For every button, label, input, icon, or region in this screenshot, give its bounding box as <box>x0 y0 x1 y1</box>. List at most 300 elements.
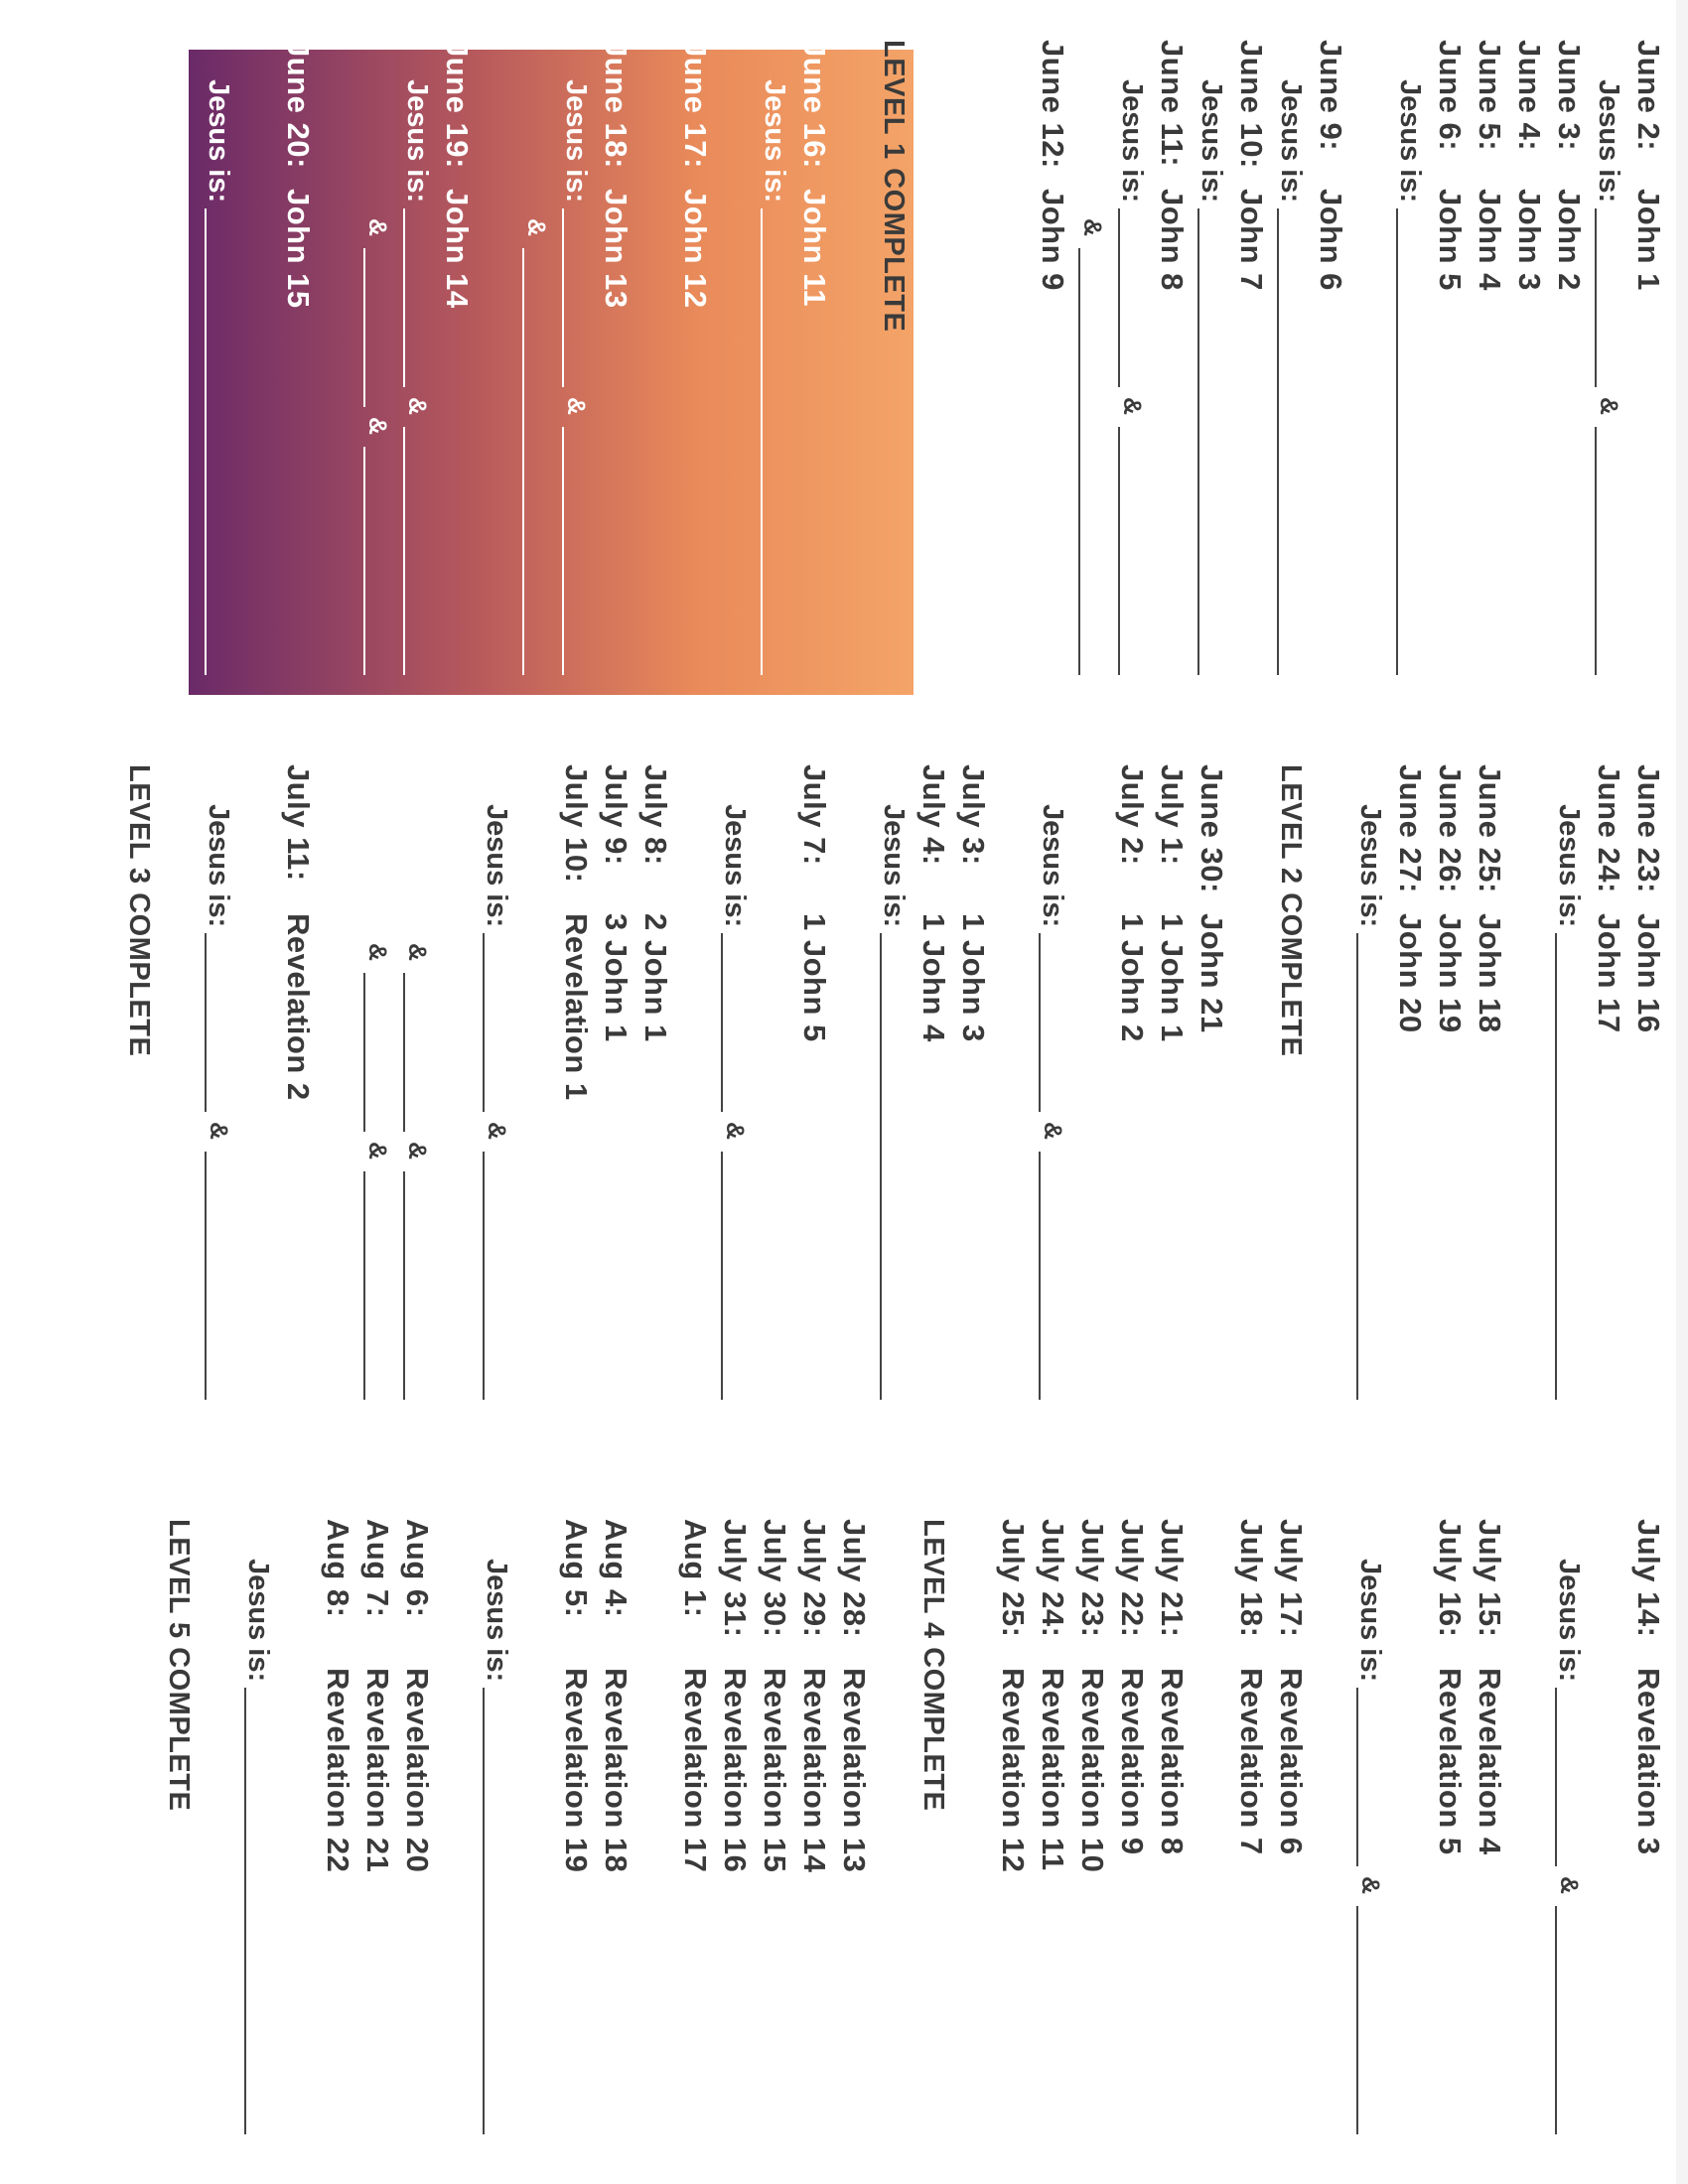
reading-row <box>1033 40 1072 695</box>
reading-passage: Revelation 8 <box>1155 1668 1190 1855</box>
reading-date: July 25: <box>996 1519 1031 1638</box>
reading-row <box>1549 40 1589 695</box>
reading-row <box>1628 40 1668 695</box>
jesus-is-row <box>1033 764 1072 1420</box>
spacer <box>1350 40 1390 695</box>
level-complete-label <box>914 1519 953 2154</box>
reading-line <box>318 1519 357 2154</box>
reading-line <box>794 40 834 695</box>
jesus-is-label: Jesus is: <box>1275 79 1307 204</box>
reading-passage: John 8 <box>1155 189 1190 291</box>
reading-date: June 11: <box>1155 40 1190 168</box>
reading-passage: Revelation 11 <box>1036 1668 1070 1871</box>
level-complete-text: LEVEL 2 COMPLETE <box>1275 764 1307 1057</box>
answer-blank[interactable] <box>1277 208 1279 675</box>
reading-row <box>1628 764 1668 1420</box>
spacer <box>1390 1519 1430 2154</box>
reading-date: June 17: <box>678 40 713 169</box>
reading-passage: Revelation 1 <box>559 913 594 1101</box>
reading-date: July 23: <box>1075 1519 1110 1638</box>
jesus-is-row <box>1589 40 1628 695</box>
ampersand: & <box>1595 397 1622 416</box>
reading-date: June 9: <box>1314 40 1348 152</box>
answer-blank[interactable] <box>1555 933 1557 1400</box>
reading-row <box>953 764 993 1420</box>
reading-line <box>1470 1519 1509 2154</box>
ampersand: & <box>363 218 391 237</box>
reading-row <box>1430 1519 1470 2154</box>
answer-blank[interactable] <box>1356 1688 1358 1866</box>
spacer <box>874 1519 914 2154</box>
answer-blank[interactable] <box>244 1688 246 2134</box>
reading-date: June 24: <box>1592 764 1626 893</box>
jesus-is-label: Jesus is: <box>719 804 751 928</box>
reading-date: July 11: <box>281 764 316 882</box>
jesus-is-label: Jesus is: <box>1394 79 1426 204</box>
reading-row <box>1231 40 1271 695</box>
reading-line <box>1628 1519 1668 2154</box>
reading-line <box>1430 1519 1470 2154</box>
reading-row <box>318 1519 357 2154</box>
answer-blank[interactable] <box>205 208 207 675</box>
ampersand-row <box>357 764 397 1420</box>
jesus-is-row <box>1350 764 1390 1420</box>
spacer <box>993 764 1033 1420</box>
reading-date: June 16: <box>797 40 832 169</box>
reading-line <box>1628 40 1668 695</box>
reading-passage: John 16 <box>1631 913 1666 1033</box>
jesus-is-row <box>477 1519 516 2154</box>
reading-row <box>1390 764 1430 1420</box>
reading-row <box>675 1519 715 2154</box>
reading-date: July 15: <box>1473 1519 1507 1638</box>
reading-passage: John 6 <box>1314 189 1348 291</box>
reading-row <box>1271 1519 1311 2154</box>
answer-blank[interactable] <box>1118 427 1120 675</box>
spacer <box>635 40 675 695</box>
reading-row <box>675 40 715 695</box>
reading-date: July 14: <box>1631 1519 1666 1638</box>
jesus-is-label: Jesus is: <box>957 79 989 204</box>
answer-blank[interactable] <box>880 933 882 1400</box>
jesus-is-label: Jesus is: <box>560 79 592 204</box>
reading-passage: 2 John 1 <box>638 913 673 1042</box>
answer-blank[interactable] <box>1595 427 1597 675</box>
reading-date: June 26: <box>1433 764 1468 893</box>
reading-passage: 1 John 2 <box>1115 913 1150 1042</box>
answer-blank[interactable] <box>1396 208 1398 675</box>
answer-blank[interactable] <box>205 933 207 1112</box>
reading-passage: John 17 <box>1592 913 1626 1033</box>
answer-blank[interactable] <box>363 1171 365 1400</box>
reading-passage: John 4 <box>1473 189 1507 291</box>
reading-passage: 1 John 5 <box>797 913 832 1042</box>
answer-blank[interactable] <box>1595 208 1597 387</box>
jesus-is-row <box>556 40 596 695</box>
reading-passage: Revelation 17 <box>678 1668 713 1873</box>
ampersand: & <box>1555 1876 1583 1895</box>
reading-passage: John 15 <box>281 189 316 309</box>
answer-blank[interactable] <box>483 933 485 1112</box>
reading-row <box>993 40 1033 695</box>
reading-row <box>596 1519 635 2154</box>
spacer <box>318 40 357 695</box>
reading-passage: John 7 <box>1234 189 1269 291</box>
answer-blank[interactable] <box>363 973 365 1132</box>
answer-blank[interactable] <box>721 1152 723 1400</box>
reading-row <box>437 40 477 695</box>
reading-line <box>1509 40 1549 695</box>
reading-passage: Revelation 14 <box>797 1668 832 1873</box>
reading-line <box>794 764 834 1420</box>
reading-row <box>794 40 834 695</box>
ampersand-row <box>397 764 437 1420</box>
column-aug <box>0 1519 1688 2154</box>
jesus-is-row <box>238 1519 278 2154</box>
reading-row <box>1231 1519 1271 2154</box>
reading-line <box>953 764 993 1420</box>
reading-row <box>635 764 675 1420</box>
jesus-is-label: Jesus is: <box>1196 79 1227 204</box>
jesus-is-row <box>953 40 993 695</box>
reading-date: Aug 1: <box>678 1519 713 1618</box>
reading-line <box>596 764 635 1420</box>
reading-line <box>675 40 715 695</box>
column-june <box>0 40 1688 695</box>
reading-line <box>1192 764 1231 1420</box>
reading-date: June 18: <box>599 40 633 169</box>
reading-date: June 25: <box>1473 764 1507 893</box>
reading-date: July 17: <box>1274 1519 1309 1638</box>
answer-blank[interactable] <box>205 1152 207 1400</box>
jesus-is-label: Jesus is: <box>203 804 234 928</box>
reading-row <box>556 764 596 1420</box>
ampersand: & <box>403 943 431 962</box>
jesus-is-row <box>755 40 794 695</box>
reading-date: Aug 8: <box>321 1519 355 1618</box>
reading-row <box>834 1519 874 2154</box>
answer-blank[interactable] <box>403 427 405 675</box>
reading-row <box>993 1519 1033 2154</box>
spacer <box>1589 1519 1628 2154</box>
spacer <box>1311 1519 1350 2154</box>
answer-blank[interactable] <box>1197 208 1199 675</box>
reading-line <box>1589 764 1628 1420</box>
spacer <box>437 764 477 1420</box>
answer-blank[interactable] <box>721 933 723 1112</box>
answer-blank[interactable] <box>1356 1906 1358 2134</box>
answer-blank[interactable] <box>403 208 405 387</box>
reading-line <box>675 1519 715 2154</box>
reading-date: July 29: <box>797 1519 832 1638</box>
reading-date: Aug 4: <box>599 1519 633 1618</box>
reading-passage: Revelation 18 <box>599 1668 633 1873</box>
column-july <box>0 764 1688 1420</box>
reading-line <box>1152 40 1192 695</box>
reading-passage: Revelation 6 <box>1274 1668 1309 1855</box>
reading-date: Aug 5: <box>559 1519 594 1618</box>
ampersand-row <box>516 40 556 695</box>
reading-row <box>1628 1519 1668 2154</box>
spacer <box>477 40 516 695</box>
jesus-is-label: Jesus is: <box>878 804 910 928</box>
ampersand: & <box>522 218 550 237</box>
reading-row <box>1430 40 1470 695</box>
reading-line <box>715 1519 755 2154</box>
reading-passage: John 1 <box>1631 189 1666 291</box>
reading-row <box>1033 1519 1072 2154</box>
reading-row <box>596 40 635 695</box>
spacer <box>1509 764 1549 1420</box>
ampersand: & <box>959 397 987 416</box>
jesus-is-row <box>477 764 516 1420</box>
reading-line <box>1470 764 1509 1420</box>
reading-passage: Revelation 2 <box>281 913 316 1101</box>
reading-date: July 9: <box>599 764 633 866</box>
reading-date: Aug 7: <box>360 1519 395 1618</box>
answer-blank[interactable] <box>363 248 365 407</box>
answer-blank[interactable] <box>483 1152 485 1400</box>
reading-row <box>1192 764 1231 1420</box>
reading-line <box>1231 1519 1271 2154</box>
answer-blank[interactable] <box>483 1688 485 2134</box>
reading-date: June 4: <box>1512 40 1547 152</box>
jesus-is-label: Jesus is: <box>1037 804 1068 928</box>
answer-blank[interactable] <box>959 208 961 387</box>
spacer <box>238 764 278 1420</box>
reading-line <box>596 40 635 695</box>
reading-date: Aug 6: <box>400 1519 435 1618</box>
reading-line <box>1112 764 1152 1420</box>
answer-blank[interactable] <box>562 208 564 387</box>
spacer <box>278 1519 318 2154</box>
level-complete-text: LEVEL 4 COMPLETE <box>917 1519 949 1812</box>
spacer <box>834 764 874 1420</box>
reading-date: June 6: <box>1433 40 1468 152</box>
reading-date: June 23: <box>1631 764 1666 893</box>
jesus-is-row <box>199 764 238 1420</box>
reading-date: June 27: <box>1393 764 1428 893</box>
answer-blank[interactable] <box>959 427 961 675</box>
answer-blank[interactable] <box>1555 1906 1557 2134</box>
ampersand-row <box>357 40 397 695</box>
reading-passage: Revelation 9 <box>1115 1668 1150 1855</box>
reading-line <box>1430 40 1470 695</box>
jesus-is-row <box>1390 40 1430 695</box>
reading-passage: John 9 <box>1036 189 1070 291</box>
answer-blank[interactable] <box>522 248 524 675</box>
jesus-is-row <box>1192 40 1231 695</box>
jesus-is-row <box>1271 40 1311 695</box>
jesus-is-row <box>199 40 238 695</box>
spacer <box>238 40 278 695</box>
spacer <box>1192 1519 1231 2154</box>
spacer <box>516 1519 556 2154</box>
reading-date: June 13: <box>996 40 1031 169</box>
spacer <box>1231 764 1271 1420</box>
reading-date: July 21: <box>1155 1519 1190 1638</box>
level-complete-label <box>1271 764 1311 1420</box>
reading-line <box>1152 1519 1192 2154</box>
reading-line <box>1112 1519 1152 2154</box>
reading-passage: Revelation 22 <box>321 1668 355 1873</box>
jesus-is-row <box>1350 1519 1390 2154</box>
reading-line <box>794 1519 834 2154</box>
reading-passage: John 2 <box>1552 189 1587 291</box>
ampersand: & <box>205 1122 232 1141</box>
reading-passage: John 21 <box>1195 913 1229 1033</box>
reading-line <box>1628 764 1668 1420</box>
reading-passage: John 5 <box>1433 189 1468 291</box>
reading-row <box>1589 764 1628 1420</box>
reading-line <box>397 1519 437 2154</box>
reading-passage: Revelation 10 <box>1075 1668 1110 1873</box>
reading-passage: Revelation 12 <box>996 1668 1031 1873</box>
reading-passage: John 13 <box>599 189 633 309</box>
reading-line <box>1231 40 1271 695</box>
jesus-is-label: Jesus is: <box>203 79 234 204</box>
reading-row <box>1152 40 1192 695</box>
jesus-is-label: Jesus is: <box>481 804 512 928</box>
reading-line <box>993 40 1033 695</box>
answer-blank[interactable] <box>1039 933 1041 1112</box>
reading-passage: Revelation 15 <box>758 1668 792 1873</box>
reading-line <box>635 764 675 1420</box>
reading-passage: John 14 <box>440 189 475 309</box>
reading-line <box>437 40 477 695</box>
ampersand: & <box>562 397 590 416</box>
jesus-is-label: Jesus is: <box>1354 1559 1386 1683</box>
answer-blank[interactable] <box>403 973 405 1132</box>
level-complete-label <box>159 1519 199 2154</box>
jesus-is-label: Jesus is: <box>1593 79 1624 204</box>
reading-date: July 2: <box>1115 764 1150 866</box>
reading-passage: Revelation 21 <box>360 1668 395 1873</box>
reading-line <box>1033 1519 1072 2154</box>
spacer <box>437 1519 477 2154</box>
reading-date: July 8: <box>638 764 673 866</box>
reading-line <box>556 1519 596 2154</box>
reading-date: July 10: <box>559 764 594 884</box>
reading-row <box>1311 40 1350 695</box>
reading-row <box>715 1519 755 2154</box>
reading-passage: 1 John 1 <box>1155 913 1190 1042</box>
answer-blank[interactable] <box>761 208 763 675</box>
reading-date: July 16: <box>1433 1519 1468 1638</box>
reading-row <box>397 1519 437 2154</box>
reading-row <box>1112 1519 1152 2154</box>
ampersand: & <box>1039 1122 1066 1141</box>
reading-row <box>1072 1519 1112 2154</box>
reading-passage: Revelation 5 <box>1433 1668 1468 1855</box>
answer-blank[interactable] <box>1555 1688 1557 1866</box>
answer-blank[interactable] <box>1078 248 1080 675</box>
spacer <box>953 1519 993 2154</box>
reading-row <box>596 764 635 1420</box>
ampersand: & <box>363 1142 391 1160</box>
level-complete-label <box>874 40 914 695</box>
answer-blank[interactable] <box>1039 1152 1041 1400</box>
reading-passage: 3 John 1 <box>599 913 633 1042</box>
reading-line <box>1390 764 1430 1420</box>
answer-blank[interactable] <box>363 447 365 675</box>
reading-date: July 30: <box>758 1519 792 1638</box>
level-complete-text: LEVEL 1 COMPLETE <box>878 40 910 333</box>
reading-line <box>1271 1519 1311 2154</box>
reading-line <box>755 1519 794 2154</box>
reading-date: July 28: <box>837 1519 872 1638</box>
spacer <box>755 764 794 1420</box>
reading-date: July 18: <box>1234 1519 1269 1638</box>
reading-passage: John 20 <box>1393 913 1428 1033</box>
reading-row <box>794 1519 834 2154</box>
reading-passage: 1 John 4 <box>916 913 951 1042</box>
reading-date: July 24: <box>1036 1519 1070 1638</box>
jesus-is-label: Jesus is: <box>401 79 433 204</box>
reading-passage: 1 John 3 <box>956 913 991 1042</box>
reading-date: June 30: <box>1195 764 1229 893</box>
reading-passage: John 3 <box>1512 189 1547 291</box>
answer-blank[interactable] <box>1118 208 1120 387</box>
reading-passage: Revelation 16 <box>718 1668 753 1873</box>
reading-line <box>278 40 318 695</box>
reading-line <box>1152 764 1192 1420</box>
reading-row <box>1470 764 1509 1420</box>
ampersand: & <box>1356 1876 1384 1895</box>
jesus-is-row <box>715 764 755 1420</box>
level-complete-label <box>119 764 159 1420</box>
ampersand: & <box>483 1122 510 1141</box>
reading-row <box>278 764 318 1420</box>
reading-date: July 4: <box>916 764 951 866</box>
spacer <box>159 764 199 1420</box>
answer-blank[interactable] <box>562 427 564 675</box>
spacer <box>834 40 874 695</box>
jesus-is-row <box>874 764 914 1420</box>
ampersand: & <box>363 417 391 436</box>
reading-date: July 3: <box>956 764 991 866</box>
spacer <box>1311 764 1350 1420</box>
reading-line <box>1311 40 1350 695</box>
reading-passage: John 12 <box>678 189 713 309</box>
reading-line <box>357 1519 397 2154</box>
spacer <box>199 1519 238 2154</box>
reading-row <box>357 1519 397 2154</box>
spacer <box>635 1519 675 2154</box>
spacer <box>914 40 953 695</box>
level-complete-text: LEVEL 3 COMPLETE <box>123 764 155 1057</box>
jesus-is-label: Jesus is: <box>1553 1559 1585 1683</box>
reading-passage: John 10 <box>996 189 1031 309</box>
reading-date: July 31: <box>718 1519 753 1638</box>
spacer <box>1072 764 1112 1420</box>
answer-blank[interactable] <box>1356 933 1358 1400</box>
reading-date: June 19: <box>440 40 475 169</box>
ampersand: & <box>403 1142 431 1160</box>
reading-date: June 5: <box>1473 40 1507 152</box>
jesus-is-label: Jesus is: <box>1116 79 1148 204</box>
reading-date: June 2: <box>1631 40 1666 152</box>
answer-blank[interactable] <box>403 1171 405 1400</box>
spacer <box>1509 1519 1549 2154</box>
reading-passage: Revelation 13 <box>837 1668 872 1873</box>
reading-passage: Revelation 19 <box>559 1668 594 1873</box>
jesus-is-label: Jesus is: <box>1553 804 1585 928</box>
reading-line <box>1033 40 1072 695</box>
jesus-is-label: Jesus is: <box>1354 804 1386 928</box>
reading-row <box>1470 1519 1509 2154</box>
reading-date: July 1: <box>1155 764 1190 866</box>
